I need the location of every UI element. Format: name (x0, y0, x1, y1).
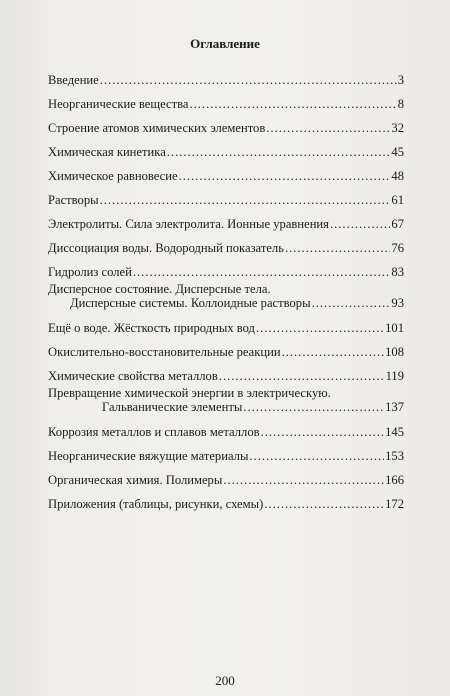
toc-entry (48, 241, 404, 255)
toc-entry-label: Неорганические вяжущие материалы (48, 449, 249, 463)
toc-entry-page: 83 (391, 265, 404, 279)
toc-entry-page: 93 (391, 296, 404, 310)
toc-entry-page: 172 (385, 497, 404, 511)
toc-entry-page: 119 (385, 369, 404, 383)
leader-dots (285, 241, 390, 255)
toc-entry-label: Введение (48, 73, 99, 87)
toc-entry-label: Органическая химия. Полимеры (48, 473, 223, 487)
toc-entry-page: 145 (385, 425, 404, 439)
toc-entry (48, 497, 404, 511)
leader-dots (264, 497, 384, 511)
toc-entry-label: Окислительно-восстановительные реакции (48, 345, 281, 359)
toc-entry-label: Строение атомов химических элементов (48, 121, 266, 135)
toc-entry-label: Приложения (таблицы, рисунки, схемы) (48, 497, 264, 511)
toc-entry (48, 321, 404, 335)
toc-entry-label: Химическая кинетика (48, 145, 166, 159)
toc-entry-label: Коррозия металлов и сплавов металлов (48, 425, 260, 439)
toc-entry-label: Гидролиз солей (48, 265, 132, 279)
toc-entry (48, 217, 404, 231)
toc-entry-page: 108 (385, 345, 404, 359)
toc-entry-page: 45 (391, 145, 404, 159)
leader-dots (189, 97, 396, 111)
leader-dots (219, 369, 385, 383)
leader-dots (243, 400, 384, 414)
toc-entry (48, 121, 404, 135)
leader-dots (312, 296, 391, 310)
toc-entry-label: Химическое равновесие (48, 169, 178, 183)
toc-entry-continuation (48, 400, 404, 414)
toc-entry-page: 76 (391, 241, 404, 255)
page-title: Оглавление (190, 36, 260, 51)
toc-entry-page: 3 (397, 73, 404, 87)
toc-entry-page: 8 (397, 97, 404, 111)
leader-dots (167, 145, 391, 159)
toc-entry-label: Дисперсное состояние. Дисперсные тела. (48, 282, 271, 296)
toc-entry-label: Ещё о воде. Жёсткость природных вод (48, 321, 255, 335)
toc-entry-continuation (48, 296, 404, 310)
toc-entry (48, 449, 404, 463)
leader-dots (266, 121, 390, 135)
toc-entry (48, 73, 404, 87)
toc-entry (48, 345, 404, 359)
toc-entry-label: Превращение химической энергии в электрическую. (48, 386, 331, 400)
toc-entry (48, 265, 404, 279)
toc-entry (48, 369, 404, 383)
toc-entry-page: 67 (391, 217, 404, 231)
toc-entry-label: Растворы (48, 193, 99, 207)
toc-entry (48, 282, 404, 310)
leader-dots (261, 425, 385, 439)
leader-dots (256, 321, 384, 335)
toc-entry-page: 61 (391, 193, 404, 207)
toc-entry (48, 169, 404, 183)
toc-entry-page: 137 (385, 400, 404, 414)
leader-dots (100, 73, 397, 87)
toc-entry (48, 386, 404, 414)
leader-dots (249, 449, 384, 463)
toc-entry (48, 425, 404, 439)
leader-dots (223, 473, 384, 487)
toc-entry-label: Электролиты. Сила электролита. Ионные уравнения (48, 217, 329, 231)
toc-entry-label: Дисперсные системы. Коллоидные растворы (70, 296, 311, 310)
toc-entry (48, 97, 404, 111)
toc-entry-label: Диссоциация воды. Водородный показатель (48, 241, 284, 255)
toc-entry-page: 101 (385, 321, 404, 335)
leader-dots (100, 193, 391, 207)
toc-entry-page: 32 (391, 121, 404, 135)
toc-entry-label: Неорганические вещества (48, 97, 189, 111)
leader-dots (282, 345, 385, 359)
leader-dots (330, 217, 390, 231)
page-number: 200 (215, 673, 235, 688)
leader-dots (179, 169, 391, 183)
leader-dots (133, 265, 391, 279)
toc-entry (48, 193, 404, 207)
toc-entry-page: 153 (385, 449, 404, 463)
toc-entry (48, 145, 404, 159)
toc-entry-page: 48 (391, 169, 404, 183)
toc-entry-label: Химические свойства металлов (48, 369, 218, 383)
toc-entry-page: 166 (385, 473, 404, 487)
toc-entry-label: Гальванические элементы (102, 400, 243, 414)
toc-entry (48, 473, 404, 487)
